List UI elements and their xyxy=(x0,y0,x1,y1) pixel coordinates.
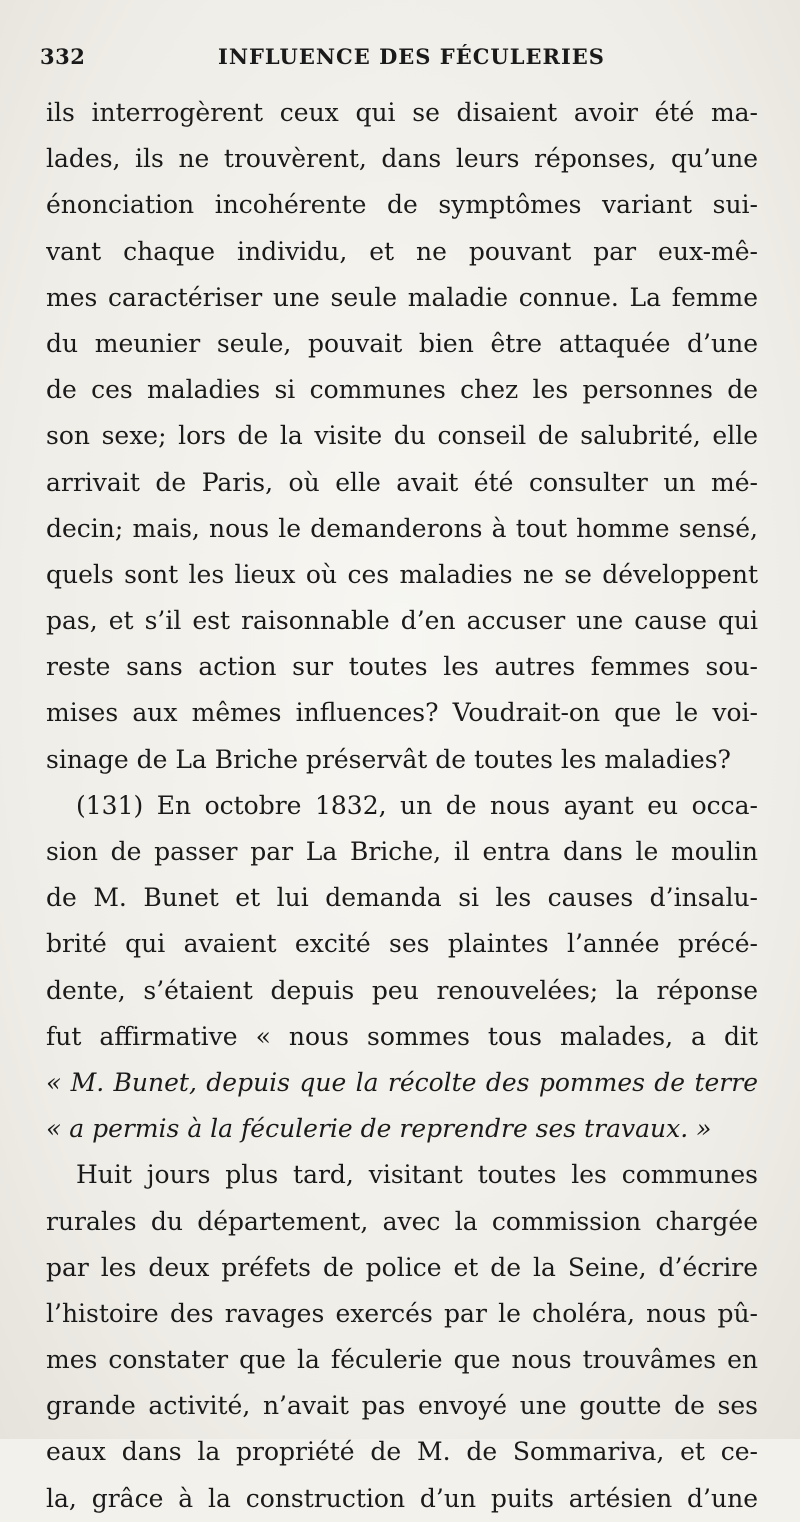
text-line: sinage de La Briche préservât de toutes les maladies? xyxy=(46,744,731,774)
text-line: mes constater que la féculerie que nous trouvâmes en xyxy=(46,1345,758,1375)
text-line: grande activité, n’avait pas envoyé une goutte de ses xyxy=(46,1391,758,1421)
text-line: mes caractériser une seule maladie connue. La femme xyxy=(46,282,758,312)
quotation-line: « a permis à la féculerie de reprendre ses travaux. » xyxy=(46,1114,712,1144)
body-text xyxy=(46,90,758,1522)
quotation-line: « M. Bunet, depuis que la récolte des pommes de terre xyxy=(46,1067,758,1097)
text-line: pas, et s’il est raisonnable d’en accuser une cause qui xyxy=(46,606,758,636)
text-line: reste sans action sur toutes les autres femmes sou- xyxy=(46,652,758,682)
text-line: lades, ils ne trouvèrent, dans leurs réponses, qu’une xyxy=(46,144,758,174)
paragraph-start-line: (131) En octobre 1832, un de nous ayant eu occa- xyxy=(76,790,758,820)
text-line: par les deux préfets de police et de la Seine, d’écrire xyxy=(46,1252,758,1282)
text-line: la, grâce à la construction d’un puits artésien d’une xyxy=(46,1483,758,1513)
text-line: son sexe; lors de la visite du conseil de salubrité, elle xyxy=(46,421,758,451)
text-line: ils interrogèrent ceux qui se disaient avoir été ma- xyxy=(46,98,758,127)
paragraph-start-line: Huit jours plus tard, visitant toutes les communes xyxy=(76,1160,758,1190)
text-line: eaux dans la propriété de M. de Sommariva, et ce- xyxy=(46,1437,758,1467)
page-header xyxy=(40,40,760,76)
text-line: du meunier seule, pouvait bien être attaquée d’une xyxy=(46,328,758,358)
text-line: mises aux mêmes influences? Voudrait-on que le voi- xyxy=(46,698,758,728)
text-line: brité qui avaient excité ses plaintes l’année précé- xyxy=(46,929,758,959)
text-line: de ces maladies si communes chez les personnes de xyxy=(46,375,758,405)
text-line: vant chaque individu, et ne pouvant par eux-mê- xyxy=(46,236,758,266)
text-line: fut affirmative « nous sommes tous malades, a dit xyxy=(46,1021,758,1051)
text-line: decin; mais, nous le demanderons à tout homme sensé, xyxy=(46,513,758,543)
text-line: sion de passer par La Briche, il entra dans le moulin xyxy=(46,837,758,866)
text-line: de M. Bunet et lui demanda si les causes d’insalu- xyxy=(46,883,758,913)
page-number: 332 xyxy=(40,44,86,69)
text-line: énonciation incohérente de symptômes variant sui- xyxy=(46,190,758,220)
text-line: l’histoire des ravages exercés par le choléra, nous pû- xyxy=(46,1298,758,1328)
running-head: INFLUENCE DES FÉCULERIES xyxy=(218,44,605,69)
text-line: rurales du département, avec la commission chargée xyxy=(46,1206,758,1236)
text-line: arrivait de Paris, où elle avait été consulter un mé- xyxy=(46,467,758,497)
text-line: quels sont les lieux où ces maladies ne se développent xyxy=(46,559,758,589)
text-line: dente, s’étaient depuis peu renouvelées; la réponse xyxy=(46,975,758,1005)
